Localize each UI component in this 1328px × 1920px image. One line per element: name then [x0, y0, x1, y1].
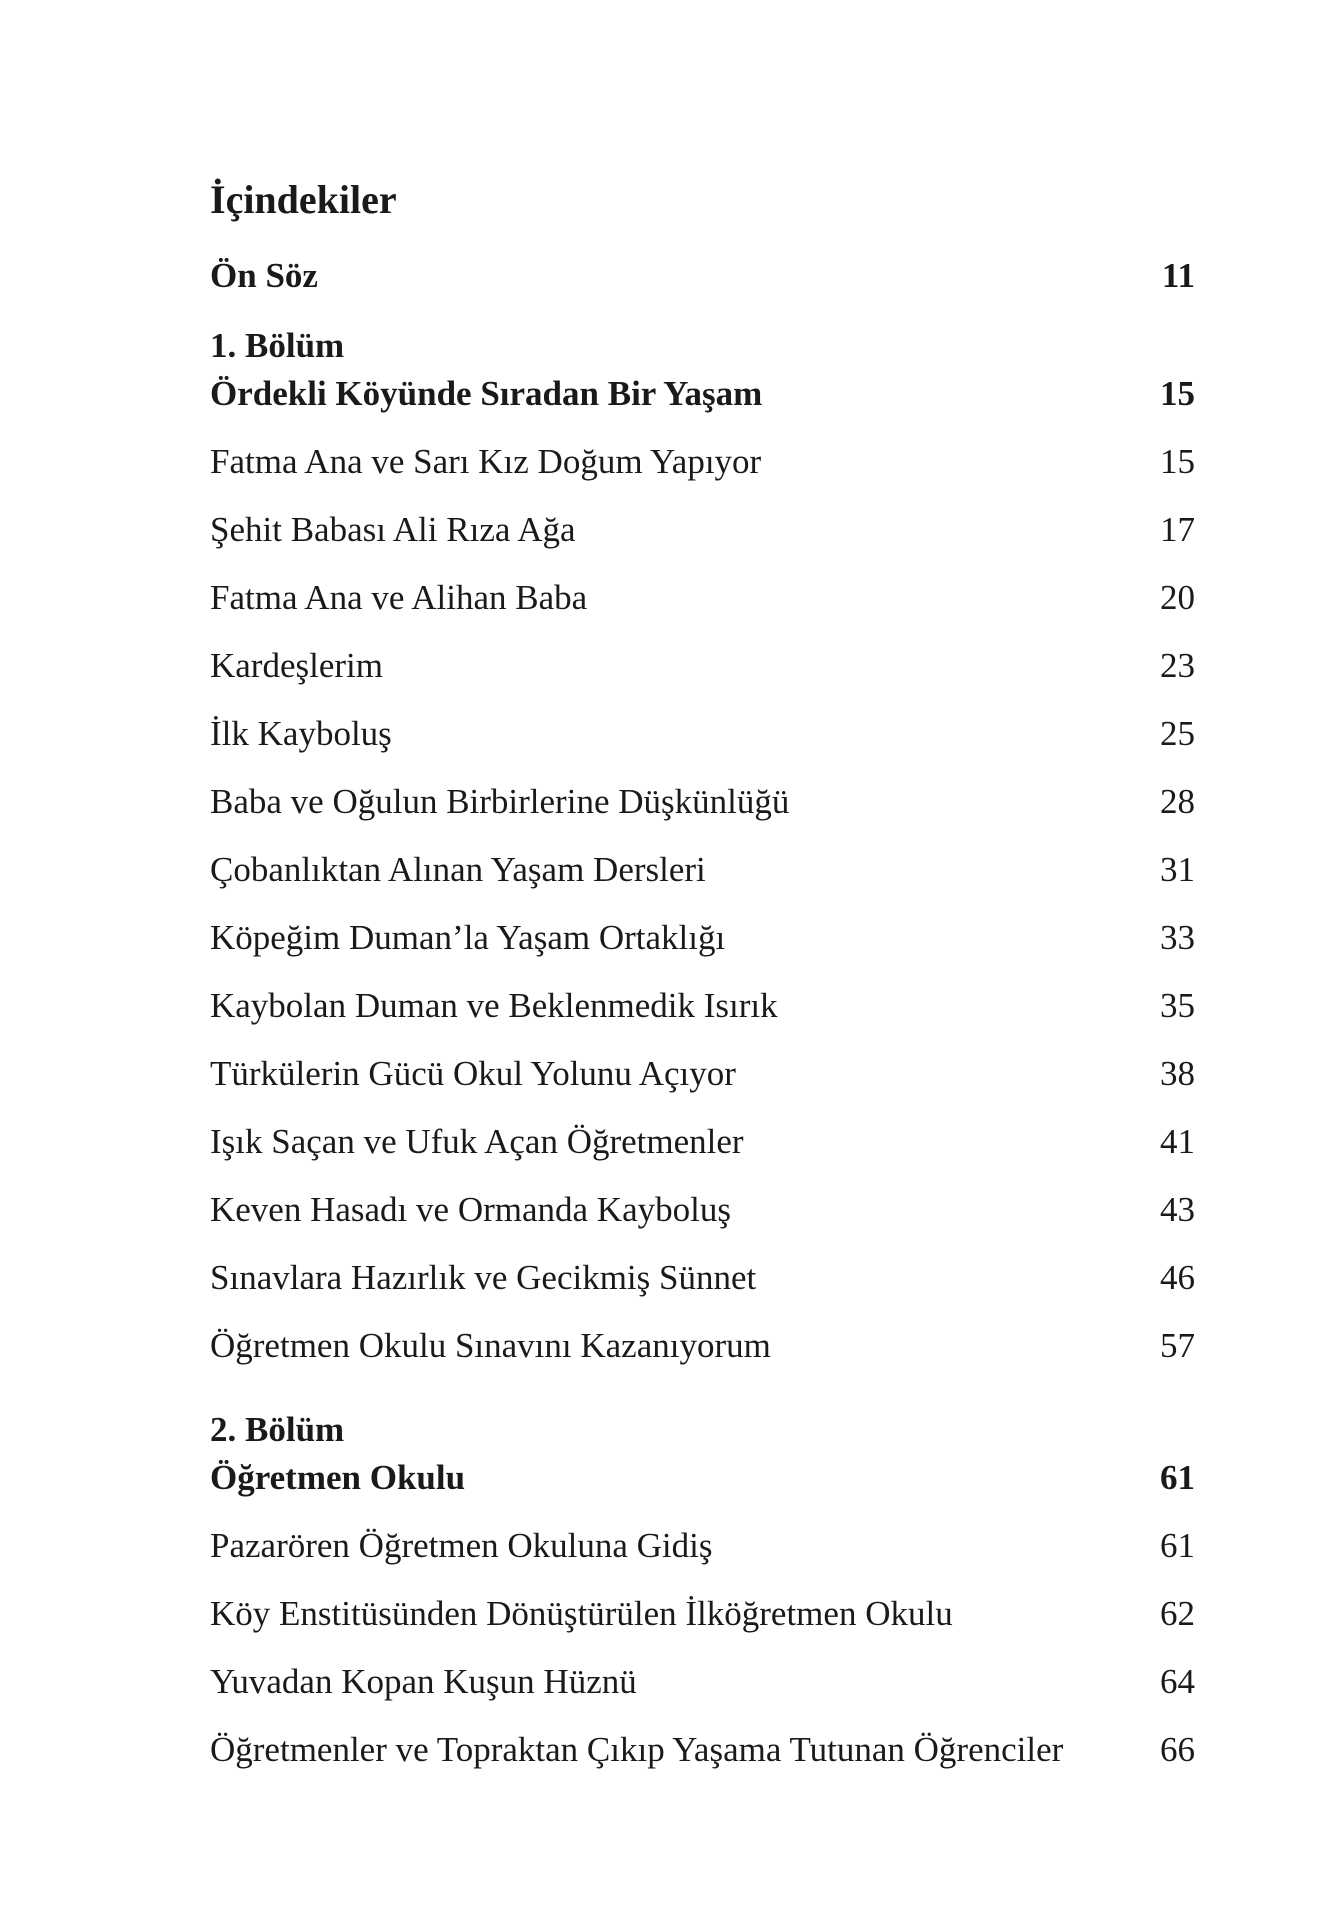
toc-entry-page: 64 [1160, 1662, 1195, 1701]
toc-entry [210, 1186, 1195, 1234]
section-2-heading [210, 1454, 1195, 1502]
toc-entry-page: 31 [1160, 850, 1195, 889]
toc-entry-page: 33 [1160, 918, 1195, 957]
toc-entry-label: Öğretmen Okulu Sınavını Kazanıyorum [210, 1326, 771, 1365]
toc-entry-label: Yuvadan Kopan Kuşun Hüznü [210, 1662, 637, 1701]
toc-entry [210, 1118, 1195, 1166]
page-title: İçindekiler [210, 177, 397, 222]
toc-entry-label: Şehit Babası Ali Rıza Ağa [210, 510, 576, 549]
toc-entry-page: 25 [1160, 714, 1195, 753]
toc-entry-label: Pazarören Öğretmen Okuluna Gidiş [210, 1526, 713, 1565]
section-2-heading-page: 61 [1160, 1458, 1195, 1497]
section-2-number: 2. Bölüm [210, 1410, 345, 1449]
toc-entry-label: Fatma Ana ve Alihan Baba [210, 578, 588, 617]
section-2-heading-label: Öğretmen Okulu [210, 1458, 466, 1497]
toc-entry [210, 1590, 1195, 1638]
toc-entry [210, 1658, 1195, 1706]
toc-entry-page: 46 [1160, 1258, 1195, 1297]
toc-entry-page: 41 [1160, 1122, 1195, 1161]
toc-entry [210, 1322, 1195, 1370]
toc-entry-label: Köy Enstitüsünden Dönüştürülen İlköğretmen Okulu [210, 1594, 953, 1633]
toc-entry [210, 642, 1195, 690]
toc-preface-page: 11 [1161, 256, 1195, 295]
toc-entry-label: Kaybolan Duman ve Beklenmedik Isırık [210, 986, 778, 1025]
section-1-heading-label: Ördekli Köyünde Sıradan Bir Yaşam [210, 374, 763, 413]
toc-entry [210, 1254, 1195, 1302]
table-of-contents [210, 170, 1195, 1774]
toc-entry-page: 38 [1160, 1054, 1195, 1093]
toc-entry-label: Fatma Ana ve Sarı Kız Doğum Yapıyor [210, 442, 762, 481]
toc-entry-label: Öğretmenler ve Topraktan Çıkıp Yaşama Tutunan Öğrenciler [210, 1730, 1064, 1769]
toc-entry [210, 1522, 1195, 1570]
toc-entry-page: 61 [1160, 1526, 1195, 1565]
toc-entry-page: 43 [1160, 1190, 1195, 1229]
toc-preface-label: Ön Söz [210, 256, 318, 295]
section-1-heading [210, 370, 1195, 418]
toc-entry [210, 914, 1195, 962]
section-1-number: 1. Bölüm [210, 326, 345, 365]
toc-entry-page: 66 [1160, 1730, 1195, 1769]
toc-entry [210, 778, 1195, 826]
toc-preface [210, 252, 1195, 300]
toc-entry-label: Türkülerin Gücü Okul Yolunu Açıyor [210, 1054, 736, 1093]
toc-entry-page: 28 [1160, 782, 1195, 821]
section-2-entries [210, 1502, 1195, 1774]
section-1-heading-page: 15 [1160, 374, 1195, 413]
toc-entry [210, 438, 1195, 486]
toc-entry-page: 62 [1160, 1594, 1195, 1633]
toc-entry [210, 982, 1195, 1030]
toc-entry-label: Çobanlıktan Alınan Yaşam Dersleri [210, 850, 706, 889]
toc-entry-label: İlk Kayboluş [210, 714, 392, 753]
toc-entry [210, 1050, 1195, 1098]
toc-entry-label: Köpeğim Duman’la Yaşam Ortaklığı [210, 918, 726, 957]
toc-entry-page: 57 [1160, 1326, 1195, 1365]
toc-entry-label: Keven Hasadı ve Ormanda Kayboluş [210, 1190, 731, 1229]
toc-entry-page: 23 [1160, 646, 1195, 685]
toc-entry [210, 574, 1195, 622]
toc-entry [210, 1726, 1195, 1774]
toc-entry [210, 846, 1195, 894]
toc-entry-label: Sınavlara Hazırlık ve Gecikmiş Sünnet [210, 1258, 757, 1297]
toc-entry-label: Kardeşlerim [210, 646, 383, 685]
toc-entry-page: 15 [1160, 442, 1195, 481]
toc-entry-page: 20 [1160, 578, 1195, 617]
toc-entry-label: Işık Saçan ve Ufuk Açan Öğretmenler [210, 1122, 744, 1161]
toc-entry-page: 35 [1160, 986, 1195, 1025]
toc-entry [210, 506, 1195, 554]
toc-entry-page: 17 [1160, 510, 1195, 549]
section-1-entries [210, 418, 1195, 1370]
toc-entry [210, 710, 1195, 758]
toc-entry-label: Baba ve Oğulun Birbirlerine Düşkünlüğü [210, 782, 790, 821]
